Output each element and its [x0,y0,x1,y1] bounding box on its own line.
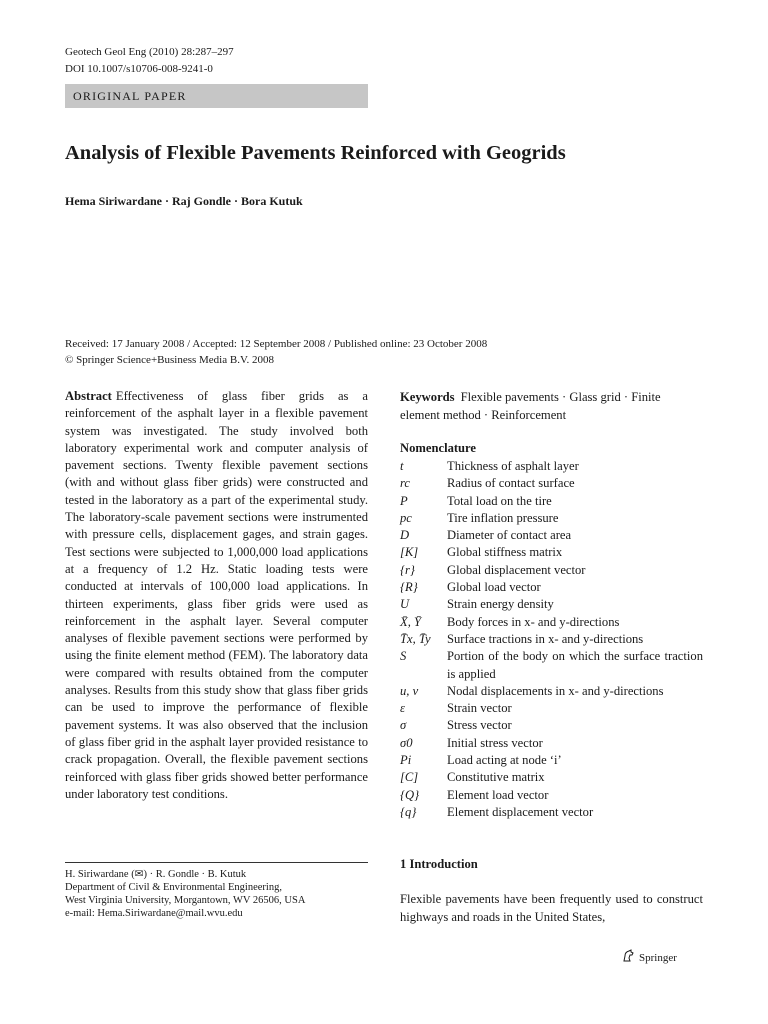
introduction-text: Flexible pavements have been frequently used to construct highways and roads in the United States, [400,892,703,924]
nomenclature-row [400,752,703,769]
nomenclature-row [400,717,703,734]
affiliation-authors: H. Siriwardane (✉) · R. Gondle · B. Kutuk [65,869,247,880]
nomenclature-symbol: D [400,528,410,543]
nomenclature-row [400,475,703,492]
nomenclature-definition: Nodal displacements in x- and y-directions [447,683,664,698]
nomenclature-definition: Element displacement vector [447,804,594,819]
nomenclature-symbol: σ [400,718,407,733]
nomenclature-symbol: {Q} [400,787,420,802]
abstract [65,388,368,803]
nomenclature-symbol: P [400,493,408,508]
nomenclature-definition: Surface tractions in x- and y-directions [447,631,644,646]
abstract-text: Effectiveness of glass fiber grids as a reinforcement of the asphalt layer in a flexible pavement system was investigated. The study involved both laboratory experimental work and computer analysis of pavement sections. Twenty flexible pavement sections (with and without glass fiber grids) were constructed and tested in the laboratory as a part of the experimental study. The laboratory-scale pavement sections were instrumented with pressure cells, displacement gages, and strain gages. Test sections were subjected to 1,000,000 load applications at a frequency of 1.2 Hz. Static loading tests were conducted at intervals of 100,000 load applications. In thirteen experiments, glass fiber grids were used as reinforcement in the asphalt layer. Several computer analyses of flexible pavement sections were performed by using the finite element method (FEM). The laboratory data were compared with results obtained from the computer analyses. Results from this study show that glass fiber grids can be used to improve the performance of flexible pavement systems. It was also observed that the inclusion of glass fiber grid in the asphalt layer provided resistance to crack propagation. Overall, the flexible pavement sections reinforced with glass fiber grids showed better performance under laboratory test conditions. [65,389,368,801]
publisher-footer [621,949,677,966]
nomenclature-heading: Nomenclature [400,441,477,455]
nomenclature-definition: Thickness of asphalt layer [447,459,579,473]
nomenclature-row [400,579,703,596]
nomenclature-row [400,735,703,752]
nomenclature-row [400,510,703,527]
nomenclature-symbol: pc [400,510,412,525]
nomenclature-definition: Portion of the body on which the surface traction is applied [447,649,703,681]
nomenclature-row [400,683,703,700]
springer-horse-icon [621,949,635,966]
nomenclature-row [400,562,703,579]
nomenclature-definition: Body forces in x- and y-directions [447,614,620,629]
journal-citation: Geotech Geol Eng (2010) 28:287–297 [65,46,234,58]
nomenclature-definition: Load acting at node ‘i’ [447,753,562,768]
nomenclature-symbol: u, v [400,683,419,698]
nomenclature-symbol: Pi [400,753,412,768]
nomenclature-symbol: {q} [400,804,417,819]
nomenclature-symbol: {R} [400,580,418,595]
nomenclature-definition: Global stiffness matrix [447,545,563,560]
abstract-label: Abstract [65,389,112,403]
nomenclature-definition: Total load on the tire [447,493,552,508]
nomenclature-symbol: {r} [400,562,415,577]
nomenclature-symbol: [C] [400,770,419,785]
keywords [400,388,703,424]
nomenclature-symbol: t [400,459,404,473]
nomenclature-row [400,769,703,786]
affiliation-department: Department of Civil & Environmental Engineering, [65,882,282,893]
nomenclature-definition: Constitutive matrix [447,770,545,785]
nomenclature-definition: Stress vector [447,718,512,733]
publisher-name: Springer [639,951,677,964]
journal-header [65,44,234,78]
footnote-divider [65,862,368,863]
nomenclature-row [400,527,703,544]
paper-title: Analysis of Flexible Pavements Reinforced with Geogrids [65,142,566,164]
nomenclature-row [400,458,703,475]
nomenclature-list [400,458,703,821]
article-type-banner: ORIGINAL PAPER [65,84,368,108]
nomenclature-symbol: ε [400,701,405,716]
nomenclature-row [400,804,703,821]
nomenclature-definition: Strain energy density [447,597,554,612]
nomenclature-definition: Global load vector [447,580,541,595]
received-accepted-dates: Received: 17 January 2008 / Accepted: 12 September 2008 / Published online: 23 October 2008 [65,338,488,350]
nomenclature-definition: Strain vector [447,701,512,716]
keywords-label: Keywords [400,390,455,404]
introduction-heading: 1 Introduction [400,857,478,871]
nomenclature-symbol: [K] [400,545,419,560]
author-list: Hema Siriwardane · Raj Gondle · Bora Kutuk [65,194,303,208]
nomenclature-row [400,596,703,613]
nomenclature-row [400,631,703,648]
nomenclature-row [400,648,703,683]
copyright-line: © Springer Science+Business Media B.V. 2008 [65,354,274,366]
nomenclature-symbol: S [400,649,407,664]
nomenclature-row [400,700,703,717]
nomenclature-symbol: X̄, Ȳ [400,614,421,629]
nomenclature-definition: Tire inflation pressure [447,510,559,525]
nomenclature-definition: Initial stress vector [447,735,543,750]
nomenclature-definition: Global displacement vector [447,562,586,577]
nomenclature-symbol: T̄x, T̄y [400,631,431,646]
nomenclature-row [400,493,703,510]
nomenclature-symbol: rc [400,476,411,491]
nomenclature-definition: Radius of contact surface [447,476,575,491]
affiliation-email: e-mail: Hema.Siriwardane@mail.wvu.edu [65,908,243,919]
nomenclature-row [400,614,703,631]
publication-dates [65,336,487,368]
nomenclature-definition: Element load vector [447,787,549,802]
nomenclature-row [400,787,703,804]
affiliation-address: West Virginia University, Morgantown, WV 26506, USA [65,895,306,906]
keywords-text: Flexible pavements · Glass grid · Finite element method · Reinforcement [400,390,661,422]
author-affiliation [65,868,305,920]
nomenclature-symbol: U [400,597,410,612]
nomenclature-row [400,544,703,561]
doi: DOI 10.1007/s10706-008-9241-0 [65,63,213,75]
nomenclature-definition: Diameter of contact area [447,528,572,543]
nomenclature-symbol: σ0 [400,735,413,750]
